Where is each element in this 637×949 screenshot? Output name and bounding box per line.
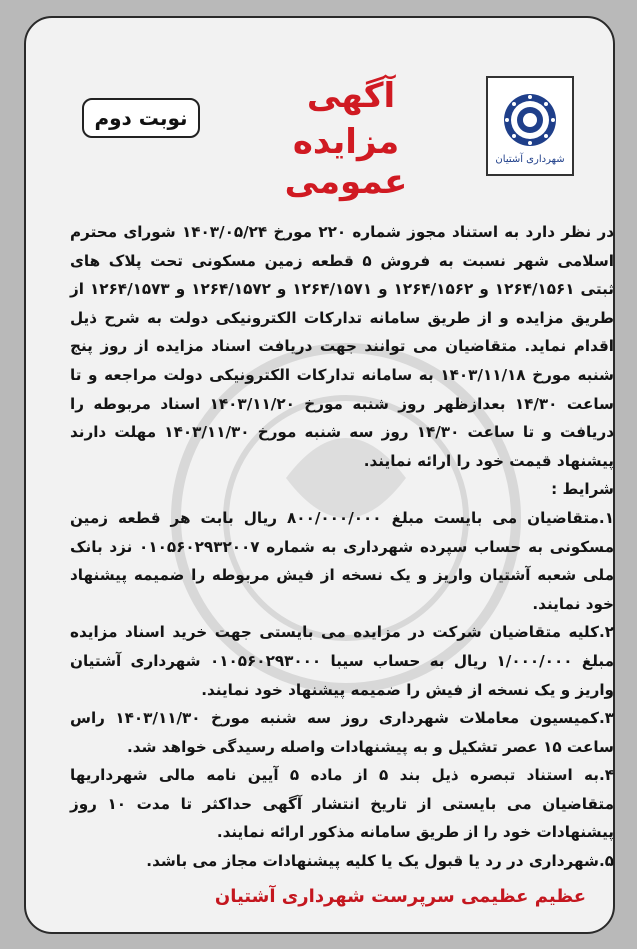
condition-item: ۱.متقاضیان می بایست مبلغ ۸۰۰/۰۰۰/۰۰۰ ریال بابت هر قطعه زمین مسکونی به حساب سپرده شهرداری به شماره ۰۱۰۵۶۰۲۹۳۲۰۰۷ نزد بانک ملی شعبه آشتیان واریز و یک نسخه از فیش مربوطه را ضمیمه پیشنهاد خود نمایند. xyxy=(70,508,614,613)
condition-item: ۳.کمیسیون معاملات شهرداری روز سه شنبه مورخ ۱۴۰۳/۱۱/۳۰ راس ساعت ۱۵ عصر تشکیل و به پیشنهادات واصله رسیدگی خواهد شد. xyxy=(70,709,614,756)
signature: عظیم عظیمی سرپرست شهرداری آشتیان xyxy=(214,886,586,907)
notice-title: آگهی xyxy=(306,76,396,116)
municipality-logo xyxy=(486,76,574,176)
notice-card xyxy=(24,16,615,934)
notice-body xyxy=(70,218,614,876)
round-badge: نوبت دوم xyxy=(82,98,200,138)
condition-item: ۲.کلیه متقاضیان شرکت در مزایده می بایستی جهت خرید اسناد مزایده مبلغ ۱/۰۰۰/۰۰۰ ریال به حساب سیبا ۰۱۰۵۶۰۲۹۳۰۰۰ شهرداری آشتیان واریز و یک نسخه از فیش را ضمیمه پیشنهاد خود نمایند. xyxy=(70,623,614,699)
logo-caption: شهرداری آشتیان xyxy=(495,154,565,165)
notice-subtitle: مزایده عمومی xyxy=(284,122,408,202)
intro-paragraph: در نظر دارد به استناد مجوز شماره ۲۲۰ مورخ ۱۴۰۳/۰۵/۲۴ شورای محترم اسلامی شهر نسبت به فروش ۵ قطعه زمین مسکونی تحت پلاک های ثبتی ۱۲۶۴/۱۵۶۱ و ۱۲۶۴/۱۵۶۲ و ۱۲۶۴/۱۵۷۱ و ۱۲۶۴/۱۵۷۲ و ۱۲۶۴/۱۵۷۳ از طریق مزایده و از طریق سامانه تدارکات الکترونیکی دولت به شرح ذیل اقدام نماید. متقاضیان می توانند جهت دریافت اسناد مزایده از روز پنج شنبه مورخ ۱۴۰۳/۱۱/۱۸ به سامانه تدارکات الکترونیکی دولت مراجعه و تا ساعت ۱۴/۳۰ بعدازظهر روز شنبه مورخ ۱۴۰۳/۱۱/۲۰ اسناد مربوطه را دریافت و تا ساعت ۱۴/۳۰ روز سه شنبه مورخ ۱۴۰۳/۱۱/۳۰ مهلت دارند پیشنهاد قیمت خود را ارائه نمایند. xyxy=(70,223,615,470)
seal-icon xyxy=(502,92,558,148)
condition-item: ۵.شهرداری در رد یا قبول یک یا کلیه پیشنهادات مجاز می باشد. xyxy=(146,852,614,871)
condition-item: ۴.به استناد تبصره ذیل بند ۵ از ماده ۵ آیین نامه مالی شهرداریها متقاضیان می بایستی از تاریخ انتشار آگهی حداکثر تا مدت ۱۰ روز پیشنهادات خود را از طریق سامانه مذکور ارائه نمایند. xyxy=(70,766,614,842)
conditions-heading: شرایط : xyxy=(551,480,614,499)
